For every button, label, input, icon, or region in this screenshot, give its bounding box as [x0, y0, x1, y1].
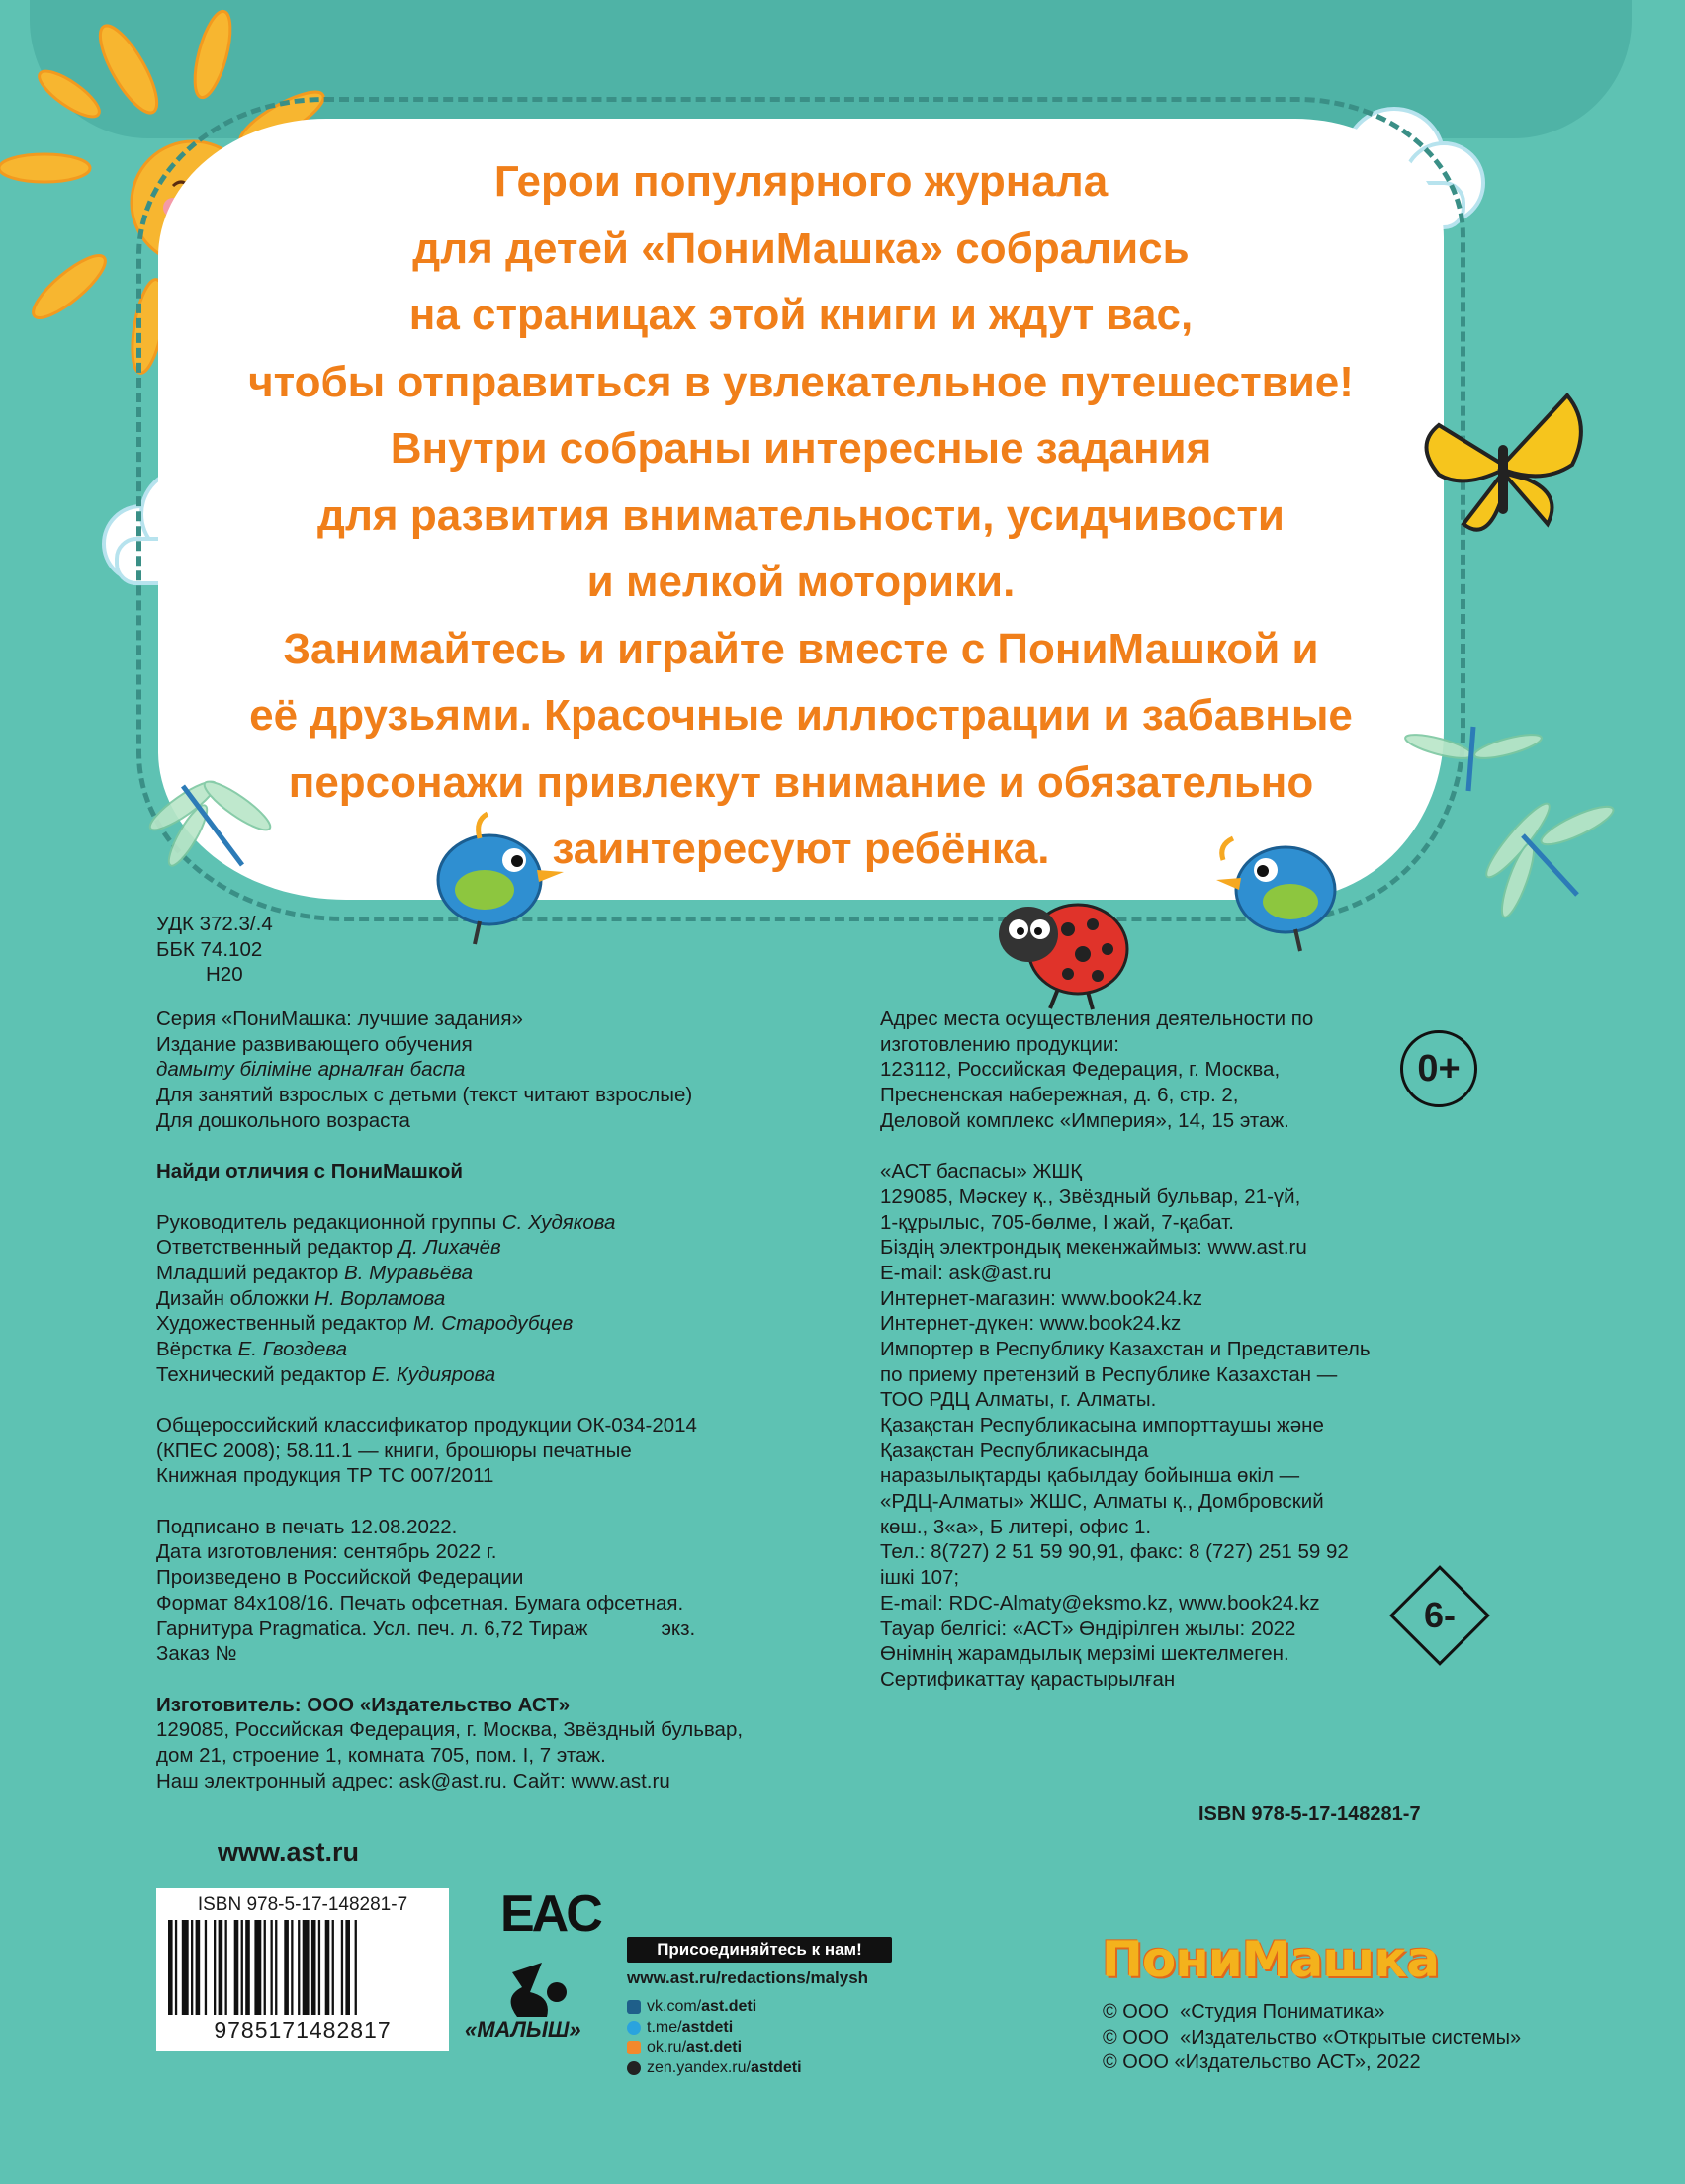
- manufacturer-line: 129085, Российская Федерация, г. Москва, Звёздный бульвар,: [156, 1718, 744, 1742]
- barcode-bar: [264, 1920, 266, 2015]
- right-column-line: көш., 3«а», Б литері, офис 1.: [880, 1515, 1152, 1538]
- butterfly-illustration: [1409, 386, 1597, 554]
- blurb-line: и мелкой моторики.: [586, 558, 1016, 606]
- barcode-bar: [298, 1920, 300, 2015]
- right-column-line: ішкі 107;: [880, 1566, 960, 1590]
- right-column-line: по приему претензий в Республике Казахстан —: [880, 1362, 1338, 1386]
- udk-code: УДК 372.3/.4: [156, 913, 273, 935]
- classifier-line: Книжная продукция ТР ТС 007/2011: [156, 1464, 494, 1488]
- barcode-bar: [214, 1920, 216, 2015]
- ponimashka-logo: ПониМашка: [1102, 1931, 1440, 1988]
- ladybug-illustration: [989, 885, 1137, 1013]
- right-column-line: Интернет-магазин: www.book24.kz: [880, 1286, 1202, 1310]
- barcode-bar: [345, 1920, 350, 2015]
- print-line: Заказ №: [156, 1642, 237, 1666]
- edition-type: Издание развивающего обучения: [156, 1032, 473, 1056]
- right-column-line: Импортер в Республику Казахстан и Представитель: [880, 1337, 1371, 1360]
- print-line: Формат 84x108/16. Печать офсетная. Бумага офсетная.: [156, 1591, 684, 1615]
- barcode-bar: [341, 1920, 343, 2015]
- blurb-line: на страницах этой книги и ждут вас,: [408, 291, 1194, 339]
- copyright-line: © ООО «Студия Пониматика»: [1103, 2001, 1385, 2023]
- zen-icon: [627, 2061, 641, 2075]
- barcode-bar: [284, 1920, 289, 2015]
- manufacturer-line: Наш электронный адрес: ask@ast.ru. Сайт: www.ast.ru: [156, 1769, 670, 1792]
- audience-line: Для занятий взрослых с детьми (текст читают взрослые): [156, 1084, 693, 1107]
- edition-type-kz: дамыту біліміне арналған баспа: [156, 1058, 466, 1082]
- right-column-line: E-mail: RDC-Almaty@eksmo.kz, www.book24.kz: [880, 1591, 1320, 1615]
- right-column-line: Тауар белгісі: «АСТ» Өндірілген жылы: 2022: [880, 1616, 1296, 1640]
- copyright-line: © ООО «Издательство АСТ», 2022: [1103, 2052, 1421, 2073]
- staff-row: Художественный редактор М. Стародубцев: [156, 1312, 574, 1336]
- social-link-telegram[interactable]: t.me/ astdeti: [627, 2018, 802, 2039]
- author-mark: Н20: [206, 963, 243, 987]
- print-line: Произведено в Российской Федерации: [156, 1566, 524, 1590]
- dragonfly-right: [1468, 781, 1617, 929]
- right-column-line: Өнімнің жарамдылық мерзімі шектелмеген.: [880, 1642, 1289, 1666]
- right-column-line: 1-құрылыс, 705-бөлме, I жай, 7-қабат.: [880, 1210, 1234, 1234]
- right-column-line: Сертификаттау қарастырылған: [880, 1667, 1176, 1691]
- barcode-bar: [275, 1920, 277, 2015]
- barcode-bar: [271, 1920, 273, 2015]
- copyright-block: [1103, 2000, 1521, 2076]
- blurb-line: для развития внимательности, усидчивости: [317, 490, 1285, 540]
- join-us-label: Присоединяйтесь к нам!: [627, 1937, 892, 1963]
- barcode-bar: [191, 1920, 193, 2015]
- blurb-line: Внутри собраны интересные задания: [390, 424, 1212, 473]
- right-column-line: Деловой комплекс «Империя», 14, 15 этаж.: [880, 1108, 1289, 1132]
- bbk-code: ББК 74.102: [156, 937, 263, 961]
- blurb-line: заинтересуют ребёнка.: [552, 825, 1050, 873]
- series-block: [156, 1006, 743, 1793]
- right-column-line: 123112, Российская Федерация, г. Москва,: [880, 1058, 1281, 1082]
- isbn-text: ISBN 978-5-17-148281-7: [1198, 1803, 1421, 1825]
- book-title: Найди отличия с ПониМашкой: [156, 1160, 463, 1183]
- barcode-bar: [245, 1920, 250, 2015]
- staff-row: Технический редактор Е. Кудиярова: [156, 1362, 496, 1386]
- right-column-line: «РДЦ-Алматы» ЖШС, Алматы қ., Домбровский: [880, 1490, 1324, 1514]
- right-column-line: Пресненская набережная, д. 6, стр. 2,: [880, 1084, 1239, 1107]
- barcode-bar: [325, 1920, 330, 2015]
- age-line: Для дошкольного возраста: [156, 1108, 410, 1132]
- bird-right: [1211, 821, 1360, 959]
- right-column-line: [880, 1133, 1371, 1159]
- staff-row: Руководитель редакционной группы С. Худякова: [156, 1210, 616, 1234]
- right-column-line: Интернет-дүкен: www.book24.kz: [880, 1312, 1182, 1336]
- right-column-line: Тел.: 8(727) 2 51 59 90,91, факс: 8 (727) 251 59 92: [880, 1540, 1349, 1564]
- manufacturer-line: дом 21, строение 1, комната 705, пом. I, 7 этаж.: [156, 1743, 606, 1767]
- blurb-line: для детей «ПониМашка» собрались: [412, 223, 1190, 273]
- barcode-bar: [219, 1920, 223, 2015]
- barcode-bar: [168, 1920, 173, 2015]
- manufacturer-label: Изготовитель: ООО «Издательство АСТ»: [156, 1693, 571, 1716]
- malysh-logo-text: «МАЛЫШ»: [465, 2017, 581, 2042]
- blurb-line: её друзьями. Красочные иллюстрации и забавные: [249, 691, 1353, 740]
- eac-mark: EAC: [500, 1885, 600, 1943]
- blurb-text: [198, 148, 1404, 883]
- series-line: Серия «ПониМашка: лучшие задания»: [156, 1007, 523, 1030]
- barcode-bar: [196, 1920, 201, 2015]
- right-column-line: наразылықтарды қабылдау бойынша өкіл —: [880, 1464, 1300, 1488]
- social-link-ok[interactable]: ok.ru/ ast.deti: [627, 2038, 802, 2058]
- vk-icon: [627, 2000, 641, 2014]
- right-column-line: «АСТ баспасы» ЖШҚ: [880, 1160, 1083, 1183]
- barcode-bar: [303, 1920, 310, 2015]
- barcode-bars: [168, 1920, 437, 2015]
- barcode-bar: [175, 1920, 177, 2015]
- classification-block: [156, 912, 273, 988]
- blurb-line: персонажи привлекут внимание и обязательно: [288, 757, 1314, 807]
- right-column-line: Біздің электрондық мекенжаймыз: www.ast.ru: [880, 1236, 1307, 1260]
- staff-row: Младший редактор В. Муравьёва: [156, 1261, 473, 1284]
- classifier-line: Общероссийский классификатор продукции ОК-034-2014: [156, 1414, 697, 1437]
- right-column-text: [880, 1006, 1371, 1693]
- right-column-line: 129085, Мәскеу қ., Звёздный бульвар, 21-үй,: [880, 1184, 1301, 1208]
- barcode-bar: [205, 1920, 207, 2015]
- staff-row: Дизайн обложки Н. Ворламова: [156, 1286, 446, 1310]
- malysh-url-link[interactable]: www.ast.ru/redactions/malysh: [627, 1968, 869, 1987]
- dragonfly-left: [143, 766, 282, 885]
- right-column-line: Қазақстан Республикасында: [880, 1439, 1149, 1462]
- barcode-bar: [332, 1920, 334, 2015]
- barcode-isbn: ISBN 978-5-17-148281-7: [197, 1894, 408, 1915]
- social-link-zen[interactable]: zen.yandex.ru/ astdeti: [627, 2058, 802, 2079]
- barcode-bar: [225, 1920, 227, 2015]
- print-line: Подписано в печать 12.08.2022.: [156, 1515, 458, 1538]
- barcode-bar: [355, 1920, 357, 2015]
- barcode-bar: [254, 1920, 261, 2015]
- age-badge-circle: 0+: [1400, 1030, 1477, 1107]
- right-column-line: ТОО РДЦ Алматы, г. Алматы.: [880, 1388, 1157, 1412]
- print-line: Дата изготовления: сентябрь 2022 г.: [156, 1540, 497, 1564]
- right-column-line: E-mail: ask@ast.ru: [880, 1261, 1052, 1284]
- barcode-bar: [318, 1920, 320, 2015]
- right-column-line: Қазақстан Республикасына импорттаушы және: [880, 1414, 1324, 1437]
- bird-left: [420, 811, 569, 949]
- staff-row: Ответственный редактор Д. Лихачёв: [156, 1236, 501, 1260]
- telegram-icon: [627, 2021, 641, 2035]
- barcode-bar: [182, 1920, 189, 2015]
- blurb-line: чтобы отправиться в увлекательное путешествие!: [248, 357, 1354, 406]
- staff-row: Вёрстка Е. Гвоздева: [156, 1337, 348, 1360]
- right-column-line: Адрес места осуществления деятельности по: [880, 1007, 1314, 1030]
- blurb-line: Герои популярного журнала: [493, 157, 1109, 206]
- barcode-bar: [311, 1920, 316, 2015]
- barcode-digits: 9785171482817: [214, 2017, 392, 2043]
- social-links: [627, 1997, 802, 2078]
- diamond-label: 6-: [1423, 1595, 1456, 1635]
- barcode-bar: [241, 1920, 243, 2015]
- blurb-line: Занимайтесь и играйте вместе с ПониМашкой и: [283, 624, 1319, 673]
- copyright-line: © ООО «Издательство «Открытые системы»: [1103, 2026, 1522, 2049]
- ok-icon: [627, 2041, 641, 2054]
- social-link-vk[interactable]: vk.com/ ast.deti: [627, 1997, 802, 2018]
- barcode-bar: [234, 1920, 239, 2015]
- classifier-line: (КПЕС 2008); 58.11.1 — книги, брошюры печатные: [156, 1439, 632, 1462]
- right-column-line: изготовлению продукции:: [880, 1032, 1119, 1056]
- barcode-bar: [291, 1920, 293, 2015]
- website-link[interactable]: www.ast.ru: [218, 1837, 360, 1867]
- age-badge-diamond: [1392, 1568, 1487, 1663]
- print-line: Гарнитура Pragmatica. Усл. печ. л. 6,72 Тираж экз.: [156, 1616, 696, 1640]
